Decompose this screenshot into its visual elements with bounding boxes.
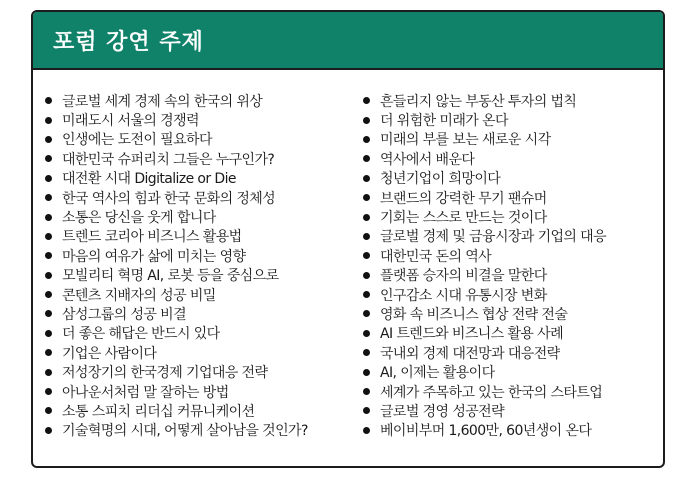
topic-label: 국내외 경제 대전망과 대응전략 bbox=[380, 345, 560, 362]
topic-label: 플랫폼 승자의 비결을 말한다 bbox=[380, 268, 547, 285]
topic-label: 기술혁명의 시대, 어떻게 살아남을 것인가? bbox=[62, 423, 308, 440]
topic-list-item bbox=[45, 130, 363, 149]
topic-label: 대전환 시대 Digitalize or Die bbox=[62, 171, 236, 188]
topic-label: 글로벌 세계 경제 속의 한국의 위상 bbox=[62, 93, 263, 110]
bullet-icon bbox=[45, 407, 52, 414]
topic-list-item bbox=[363, 110, 665, 129]
topic-list-item bbox=[45, 304, 363, 323]
bullet-icon bbox=[45, 310, 52, 317]
bullet-icon bbox=[363, 407, 370, 414]
topic-label: 아나운서처럼 말 잘하는 방법 bbox=[62, 384, 229, 401]
topic-list-item bbox=[45, 227, 363, 246]
topics-card bbox=[31, 10, 665, 468]
topic-list-item bbox=[363, 227, 665, 246]
topic-list-item bbox=[45, 207, 363, 226]
topic-label: 대한민국 슈퍼리치 그들은 누구인가? bbox=[62, 151, 275, 168]
topic-list-item bbox=[45, 169, 363, 188]
bullet-icon bbox=[363, 369, 370, 376]
topic-list-item bbox=[45, 421, 363, 440]
bullet-icon bbox=[363, 291, 370, 298]
bullet-icon bbox=[45, 97, 52, 104]
bullet-icon bbox=[45, 291, 52, 298]
bullet-icon bbox=[363, 117, 370, 124]
bullet-icon bbox=[363, 194, 370, 201]
topic-list-item bbox=[45, 188, 363, 207]
topic-label: 마음의 여유가 삶에 미치는 영향 bbox=[62, 248, 246, 265]
bullet-icon bbox=[363, 233, 370, 240]
bullet-icon bbox=[363, 349, 370, 356]
topic-label: 인생에는 도전이 필요하다 bbox=[62, 132, 212, 149]
topic-label: 기회는 스스로 만드는 것이다 bbox=[380, 210, 547, 227]
bullet-icon bbox=[45, 369, 52, 376]
bullet-icon bbox=[363, 427, 370, 434]
topic-label: 베이비부머 1,600만, 60년생이 온다 bbox=[380, 423, 592, 440]
topic-list-item bbox=[45, 285, 363, 304]
bullet-icon bbox=[45, 175, 52, 182]
card-title: 포럼 강연 주제 bbox=[53, 29, 204, 55]
topic-label: 콘텐츠 지배자의 성공 비밀 bbox=[62, 287, 216, 304]
bullet-icon bbox=[45, 388, 52, 395]
topic-list-item bbox=[45, 382, 363, 401]
topic-label: 소통 스피치 리더십 커뮤니케이션 bbox=[62, 403, 255, 420]
topic-label: 영화 속 비즈니스 협상 전략 전술 bbox=[380, 307, 568, 323]
topic-label: 모빌리티 혁명 AI, 로봇 등을 중심으로 bbox=[62, 268, 279, 285]
topic-label: 삼성그룹의 성공 비결 bbox=[62, 307, 187, 323]
bullet-icon bbox=[45, 214, 52, 221]
topic-label: 미래도시 서울의 경쟁력 bbox=[62, 113, 199, 130]
topic-list-item bbox=[363, 188, 665, 207]
topic-label: 한국 역사의 힘과 한국 문화의 정체성 bbox=[62, 190, 276, 207]
topic-label: 브랜드의 강력한 무기 팬슈머 bbox=[380, 190, 547, 207]
topic-label: 대한민국 돈의 역사 bbox=[380, 248, 492, 265]
topic-label: 기업은 사람이다 bbox=[62, 345, 157, 362]
topic-label: AI, 이제는 활용이다 bbox=[380, 365, 495, 382]
right-topic-list bbox=[363, 91, 665, 440]
topic-list-item bbox=[45, 91, 363, 110]
bullet-icon bbox=[45, 136, 52, 143]
topic-list-item bbox=[363, 343, 665, 362]
topic-list-item bbox=[45, 149, 363, 168]
bullet-icon bbox=[45, 155, 52, 162]
bullet-icon bbox=[363, 136, 370, 143]
topic-list-item bbox=[45, 246, 363, 265]
topic-list-item bbox=[45, 110, 363, 129]
card-header bbox=[33, 12, 663, 70]
bullet-icon bbox=[45, 427, 52, 434]
topic-list-item bbox=[363, 304, 665, 323]
bullet-icon bbox=[363, 252, 370, 259]
topic-list-item bbox=[45, 362, 363, 381]
bullet-icon bbox=[45, 117, 52, 124]
topic-label: 글로벌 경영 성공전략 bbox=[380, 403, 505, 420]
topic-list-item bbox=[363, 285, 665, 304]
topic-label: 청년기업이 희망이다 bbox=[380, 171, 501, 188]
bullet-icon bbox=[45, 330, 52, 337]
bullet-icon bbox=[363, 175, 370, 182]
topic-list-item bbox=[45, 266, 363, 285]
topic-list-item bbox=[363, 130, 665, 149]
topic-list-item bbox=[363, 246, 665, 265]
topic-list-item bbox=[363, 266, 665, 285]
bullet-icon bbox=[363, 388, 370, 395]
topic-list-item bbox=[363, 207, 665, 226]
topic-label: 저성장기의 한국경제 기업대응 전략 bbox=[62, 365, 268, 382]
topic-label: 흔들리지 않는 부동산 투자의 법칙 bbox=[380, 93, 577, 110]
topic-list-item bbox=[363, 149, 665, 168]
topic-list-item bbox=[363, 421, 665, 440]
bullet-icon bbox=[45, 272, 52, 279]
topic-list-item bbox=[363, 382, 665, 401]
bullet-icon bbox=[363, 330, 370, 337]
bullet-icon bbox=[363, 97, 370, 104]
bullet-icon bbox=[363, 272, 370, 279]
topic-list-item bbox=[363, 324, 665, 343]
topic-label: 세계가 주목하고 있는 한국의 스타트업 bbox=[380, 384, 603, 401]
bullet-icon bbox=[45, 233, 52, 240]
bullet-icon bbox=[363, 310, 370, 317]
bullet-icon bbox=[45, 349, 52, 356]
topic-label: 더 위험한 미래가 온다 bbox=[380, 113, 508, 130]
topic-label: 인구감소 시대 유통시장 변화 bbox=[380, 287, 547, 304]
topic-label: 소통은 당신을 웃게 합니다 bbox=[62, 210, 216, 227]
bullet-icon bbox=[45, 252, 52, 259]
bullet-icon bbox=[45, 194, 52, 201]
topic-label: 미래의 부를 보는 새로운 시각 bbox=[380, 132, 551, 149]
topic-label: 글로벌 경제 및 금융시장과 기업의 대응 bbox=[380, 229, 607, 246]
bullet-icon bbox=[363, 155, 370, 162]
left-topic-list bbox=[45, 91, 363, 440]
topic-label: 트렌드 코리아 비즈니스 활용법 bbox=[62, 229, 242, 246]
topic-list-item bbox=[45, 324, 363, 343]
topic-label: 더 좋은 해답은 반드시 있다 bbox=[62, 326, 220, 343]
topic-list-item bbox=[363, 362, 665, 381]
bullet-icon bbox=[363, 214, 370, 221]
topic-list-item bbox=[45, 401, 363, 420]
topic-label: 역사에서 배운다 bbox=[380, 151, 475, 168]
topic-list-item bbox=[363, 401, 665, 420]
topic-list-item bbox=[363, 91, 665, 110]
topic-list-item bbox=[45, 343, 363, 362]
topic-list-item bbox=[363, 169, 665, 188]
topic-label: AI 트렌드와 비즈니스 활용 사례 bbox=[380, 326, 563, 343]
